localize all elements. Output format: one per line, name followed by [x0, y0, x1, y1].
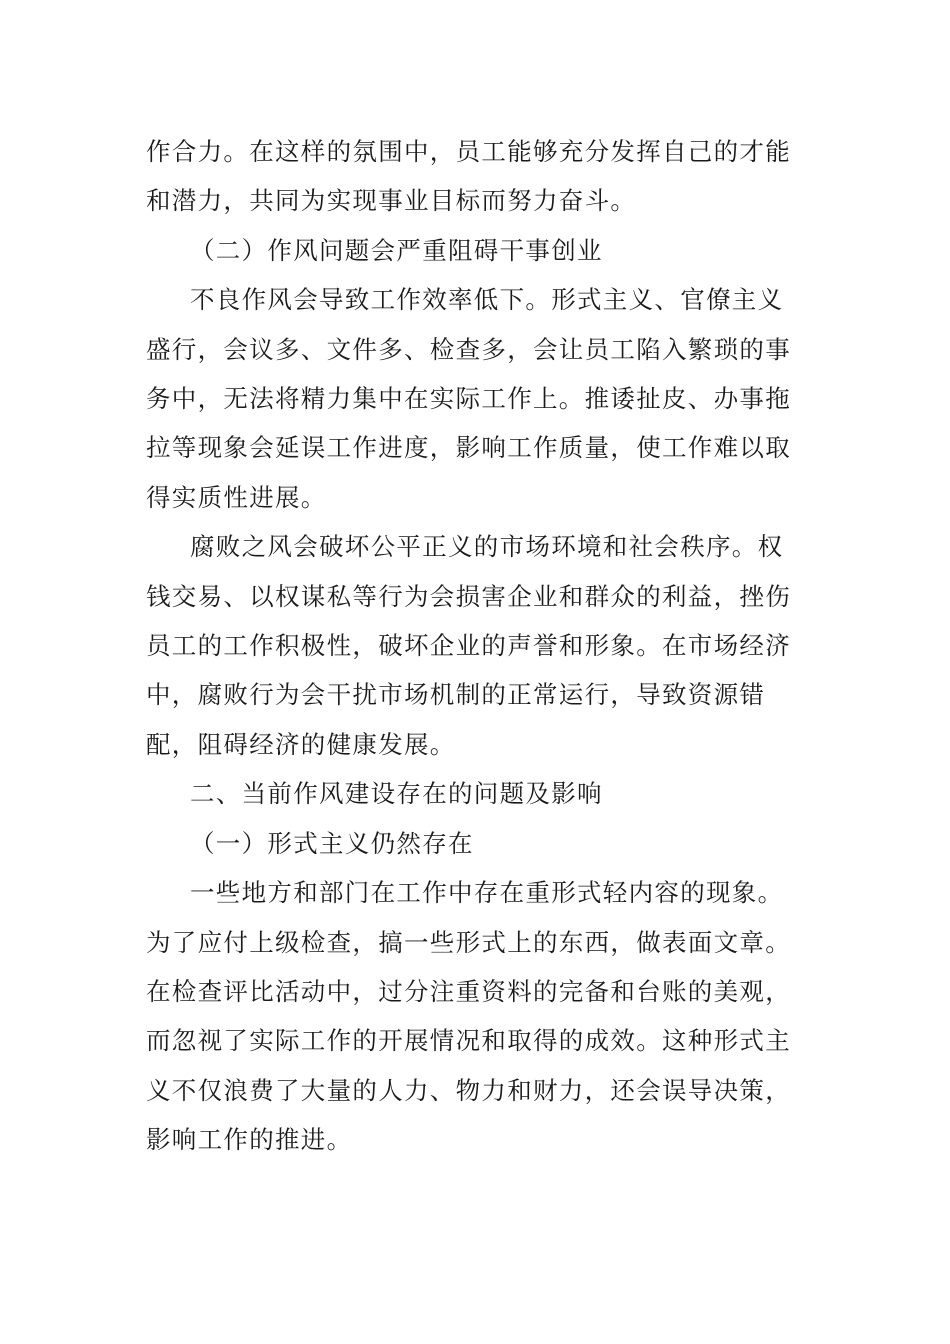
paragraph-formalism: 一些地方和部门在工作中存在重形式轻内容的现象。为了应付上级检查，搞一些形式上的东西，做表面文章。在检查评比活动中，过分注重资料的完备和台账的美观，而忽视了实际工作的开展情况和取得的成效。这种形式主义不仅浪费了大量的人力、物力和财力，还会误导决策，影响工作的推进。: [146, 878, 791, 1155]
paragraph-work-efficiency: 不良作风会导致工作效率低下。形式主义、官僚主义盛行，会议多、文件多、检查多，会让员工陷入繁琐的事务中，无法将精力集中在实际工作上。推诿扯皮、办事拖拉等现象会延误工作进度，影响工作质量，使工作难以取得实质性进展。: [146, 285, 791, 512]
chapter-heading-2: 二、当前作风建设存在的问题及影响: [190, 779, 603, 809]
section-heading-2: （二）作风问题会严重阻碍干事创业: [190, 235, 603, 265]
paragraph-continuation: 作合力。在这样的氛围中，员工能够充分发挥自己的才能和潜力，共同为实现事业目标而努力奋斗。: [146, 137, 791, 216]
paragraph-corruption: 腐败之风会破坏公平正义的市场环境和社会秩序。权钱交易、以权谋私等行为会损害企业和群众的利益，挫伤员工的工作积极性，破坏企业的声誉和形象。在市场经济中，腐败行为会干扰市场机制的正常运行，导致资源错配，阻碍经济的健康发展。: [146, 532, 791, 759]
document-body: [146, 127, 803, 1165]
section-heading-1: （一）形式主义仍然存在: [190, 828, 474, 858]
